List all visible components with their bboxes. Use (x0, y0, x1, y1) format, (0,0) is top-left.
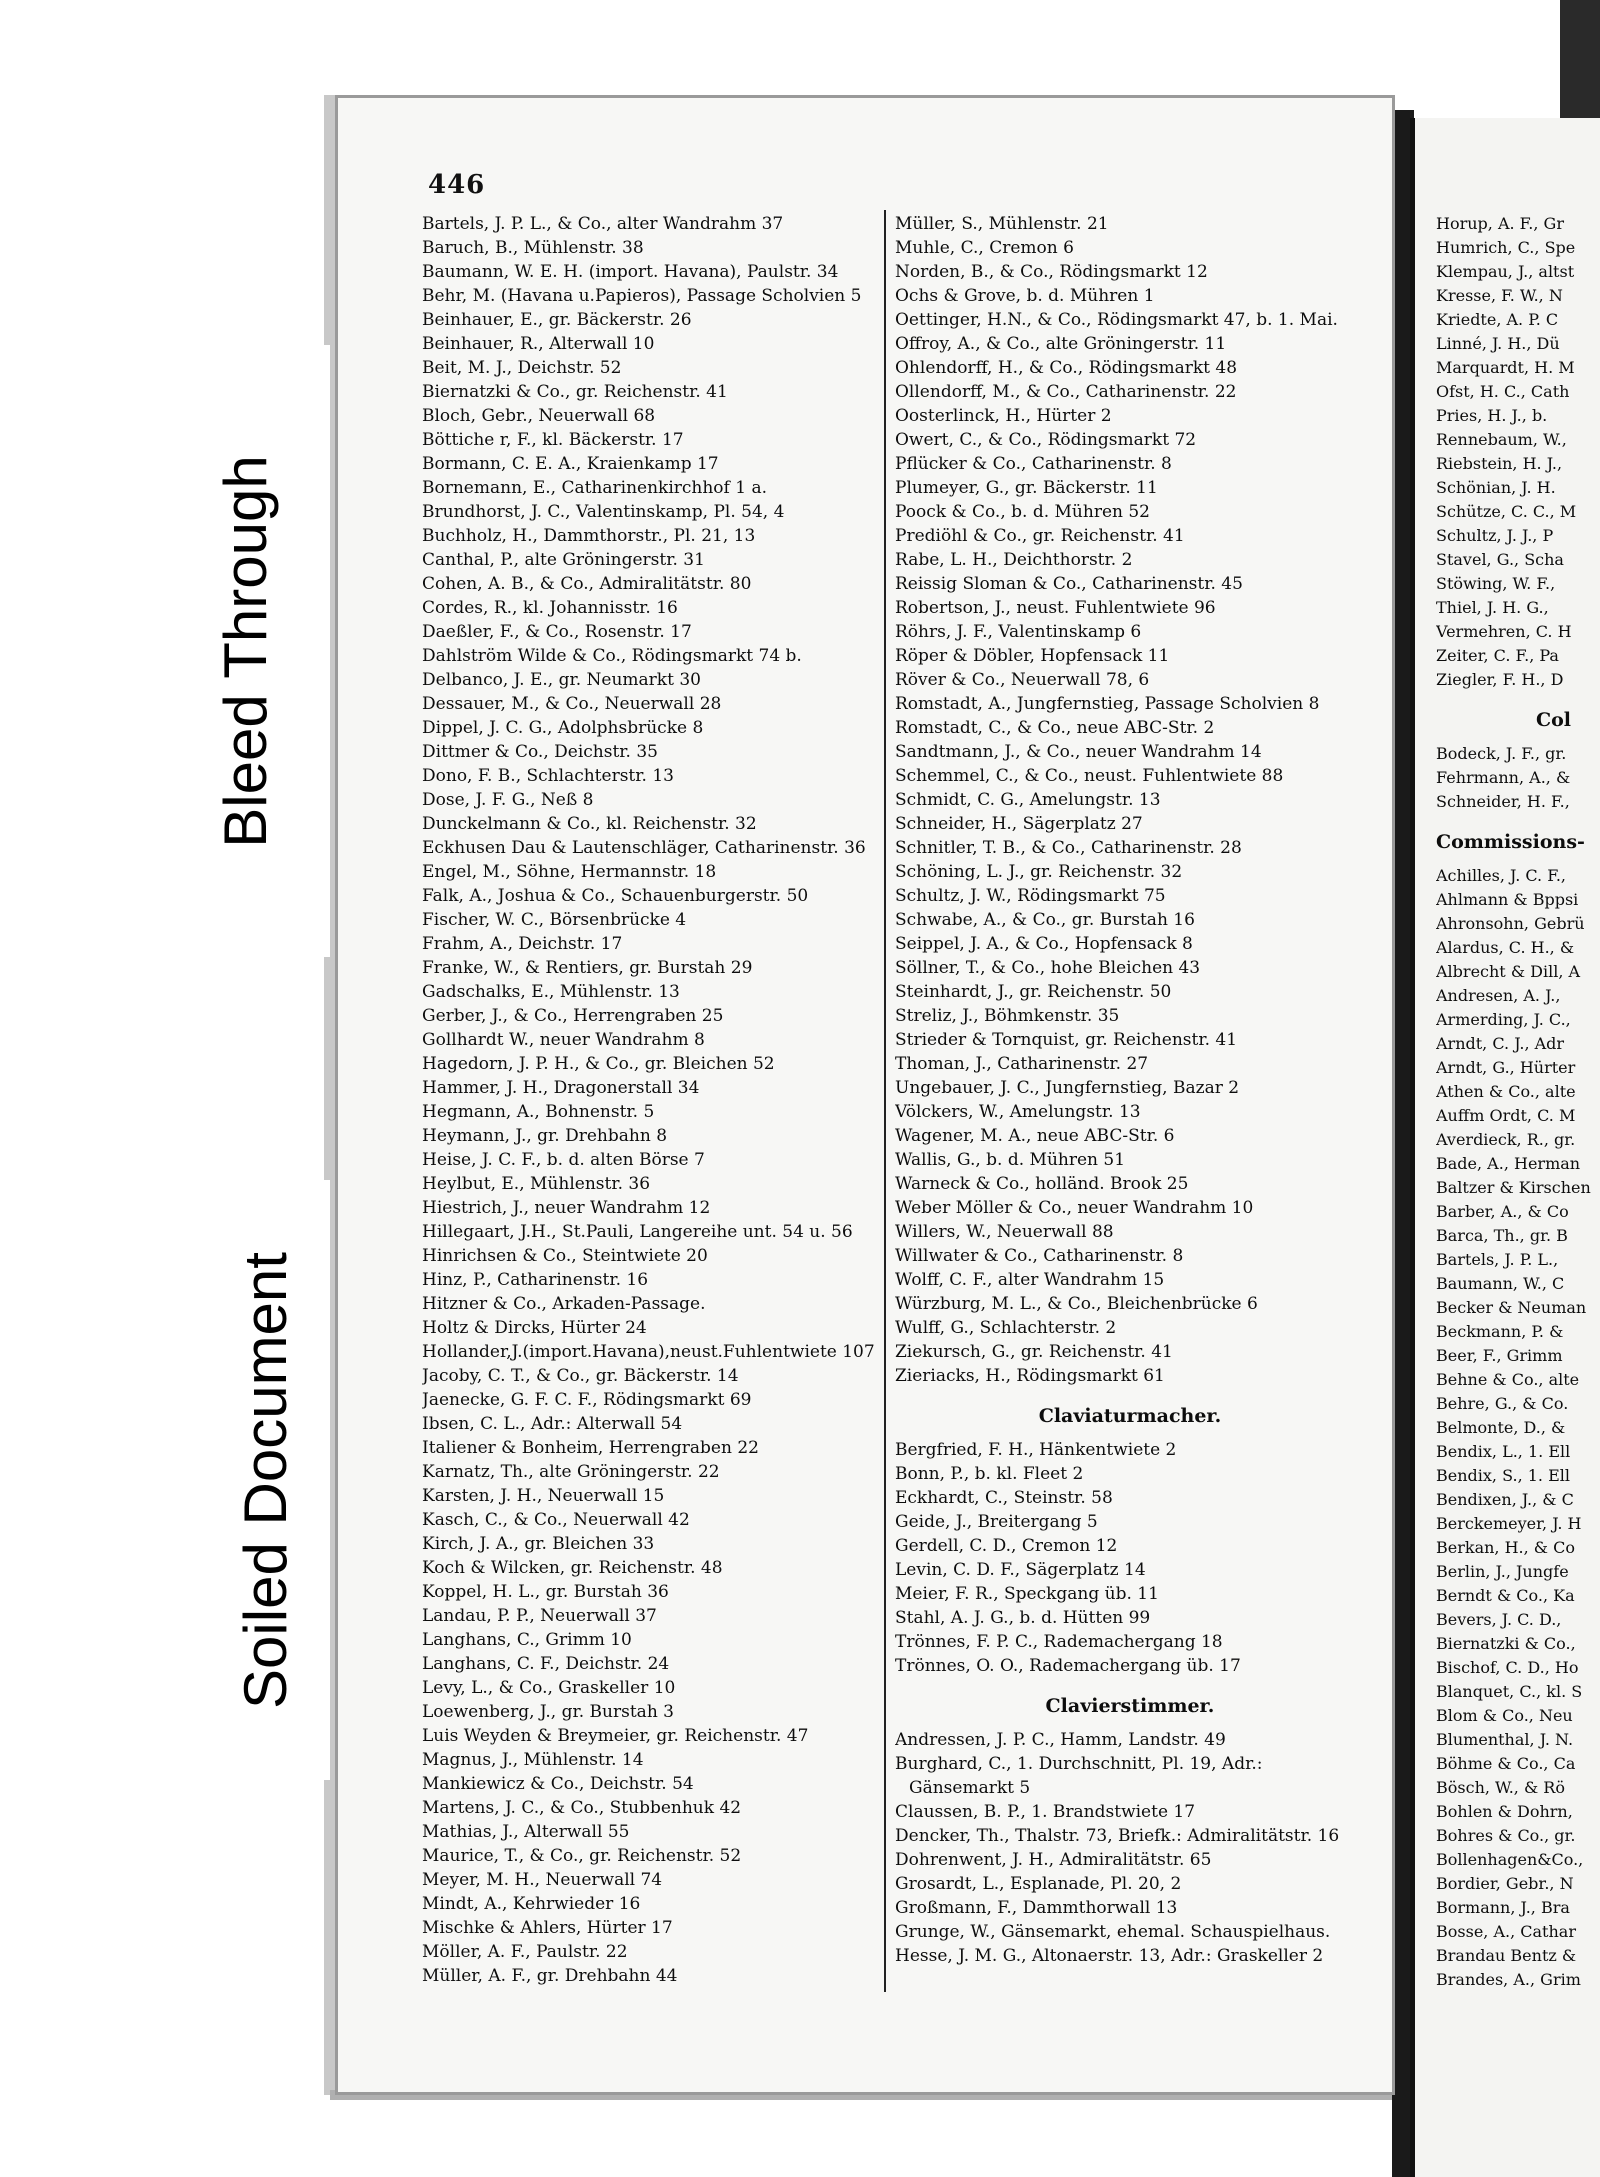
directory-entry-cut: Rennebaum, W., (1436, 430, 1567, 449)
directory-entry: Steinhardt, J., gr. Reichenstr. 50 (895, 982, 1172, 1002)
directory-entry: Franke, W., & Rentiers, gr. Burstah 29 (422, 958, 753, 978)
directory-entry: Luis Weyden & Breymeier, gr. Reichenstr. 47 (422, 1726, 809, 1746)
directory-entry: Strieder & Tornquist, gr. Reichenstr. 41 (895, 1030, 1238, 1050)
directory-entry: Ziekursch, G., gr. Reichenstr. 41 (895, 1342, 1173, 1362)
directory-entry-cut: Thiel, J. H. G., (1436, 598, 1549, 617)
directory-entry: Schöning, L. J., gr. Reichenstr. 32 (895, 862, 1183, 882)
directory-entry: Canthal, P., alte Gröningerstr. 31 (422, 550, 705, 570)
directory-entry: Möller, A. F., Paulstr. 22 (422, 1942, 628, 1962)
section-heading-clavierstimmer: Clavierstimmer. (1045, 1695, 1215, 1717)
directory-entry: Würzburg, M. L., & Co., Bleichenbrücke 6 (895, 1294, 1258, 1314)
directory-entry-cut: Bade, A., Herman (1436, 1154, 1581, 1173)
directory-entry-cut: Arndt, G., Hürter (1436, 1058, 1576, 1077)
directory-column-right (1436, 212, 1600, 1992)
directory-entry: Karnatz, Th., alte Gröningerstr. 22 (422, 1462, 720, 1482)
directory-entry-cut: Zeiter, C. F., Pa (1436, 646, 1559, 665)
directory-entry-cut: Ahlmann & Bppsi (1436, 890, 1579, 909)
directory-entry: Bloch, Gebr., Neuerwall 68 (422, 406, 656, 426)
directory-entry: Ungebauer, J. C., Jungfernstieg, Bazar 2 (895, 1078, 1240, 1098)
directory-entry: Gadschalks, E., Mühlenstr. 13 (422, 982, 680, 1002)
directory-entry: Hammer, J. H., Dragonerstall 34 (422, 1078, 700, 1098)
directory-entry: Rabe, L. H., Deichthorstr. 2 (895, 550, 1133, 570)
directory-entry: Heylbut, E., Mühlenstr. 36 (422, 1174, 651, 1194)
directory-entry: Bonn, P., b. kl. Fleet 2 (895, 1464, 1084, 1484)
directory-entry-cut: Bendix, L., 1. Ell (1436, 1442, 1571, 1461)
directory-entry-cut: Biernatzki & Co., (1436, 1634, 1576, 1653)
directory-entry: Pflücker & Co., Catharinenstr. 8 (895, 454, 1172, 474)
directory-entry-cut: Stöwing, W. F., (1436, 574, 1556, 593)
directory-entry-cut: Ahronsohn, Gebrü (1436, 914, 1585, 933)
directory-entry: Mischke & Ahlers, Hürter 17 (422, 1918, 673, 1938)
directory-entry: Trönnes, O. O., Rademachergang üb. 17 (895, 1656, 1241, 1676)
directory-entry: Gollhardt W., neuer Wandrahm 8 (422, 1030, 705, 1050)
directory-entry-cut: Athen & Co., alte (1436, 1082, 1576, 1101)
directory-entry: Bornemann, E., Catharinenkirchhof 1 a. (422, 478, 767, 498)
directory-entry-cut: Bosse, A., Cathar (1436, 1922, 1576, 1941)
directory-entry: Gänsemarkt 5 (909, 1778, 1031, 1798)
directory-entry: Langhans, C. F., Deichstr. 24 (422, 1654, 670, 1674)
directory-entry-cut: Bohlen & Dohrn, (1436, 1802, 1573, 1821)
directory-entry-cut: Armerding, J. C., (1436, 1010, 1571, 1029)
directory-entry: Ohlendorff, H., & Co., Rödingsmarkt 48 (895, 358, 1238, 378)
directory-entry-cut: Bischof, C. D., Ho (1436, 1658, 1579, 1677)
directory-entry-cut: Berndt & Co., Ka (1436, 1586, 1575, 1605)
directory-entry: Hiestrich, J., neuer Wandrahm 12 (422, 1198, 711, 1218)
column-divider (884, 210, 886, 1992)
directory-entry-cut: Belmonte, D., & (1436, 1418, 1566, 1437)
directory-entry-cut: Blom & Co., Neu (1436, 1706, 1573, 1725)
directory-entry-cut: Andresen, A. J., (1436, 986, 1561, 1005)
directory-entry: Cordes, R., kl. Johannisstr. 16 (422, 598, 678, 618)
directory-entry: Weber Möller & Co., neuer Wandrahm 10 (895, 1198, 1254, 1218)
directory-entry: Hinz, P., Catharinenstr. 16 (422, 1270, 649, 1290)
directory-entry-cut: Klempau, J., altst (1436, 262, 1575, 281)
overlay-label-bleed-through (160, 345, 330, 957)
directory-entry: Dose, J. F. G., Neß 8 (422, 790, 594, 810)
directory-entry: Andressen, J. P. C., Hamm, Landstr. 49 (895, 1730, 1226, 1750)
directory-entry: Maurice, T., & Co., gr. Reichenstr. 52 (422, 1846, 742, 1866)
directory-entry: Romstadt, C., & Co., neue ABC-Str. 2 (895, 718, 1215, 738)
directory-entry-cut: Humrich, C., Spe (1436, 238, 1576, 257)
directory-entry: Hesse, J. M. G., Altonaerstr. 13, Adr.: Graskeller 2 (895, 1946, 1324, 1966)
directory-entry-cut: Baltzer & Kirschen (1436, 1178, 1591, 1197)
directory-entry: Ibsen, C. L., Adr.: Alterwall 54 (422, 1414, 683, 1434)
directory-entry: Levin, C. D. F., Sägerplatz 14 (895, 1560, 1146, 1580)
directory-entry: Kirch, J. A., gr. Bleichen 33 (422, 1534, 655, 1554)
directory-entry: Engel, M., Söhne, Hermannstr. 18 (422, 862, 717, 882)
directory-entry: Hillegaart, J.H., St.Pauli, Langereihe unt. 54 u. 56 (422, 1222, 853, 1242)
directory-entry: Baumann, W. E. H. (import. Havana), Paulstr. 34 (422, 262, 839, 282)
directory-entry: Söllner, T., & Co., hohe Bleichen 43 (895, 958, 1201, 978)
directory-entry: Owert, C., & Co., Rödingsmarkt 72 (895, 430, 1197, 450)
directory-entry-cut: Kriedte, A. P. C (1436, 310, 1559, 329)
directory-entry-cut: Horup, A. F., Gr (1436, 214, 1564, 233)
directory-entry: Bormann, C. E. A., Kraienkamp 17 (422, 454, 719, 474)
directory-entry-cut: Ofst, H. C., Cath (1436, 382, 1570, 401)
directory-entry-cut: Bendixen, J., & C (1436, 1490, 1574, 1509)
directory-entry-cut: Linné, J. H., Dü (1436, 334, 1560, 353)
directory-entry-cut: Schönian, J. H. (1436, 478, 1556, 497)
directory-entry: Reissig Sloman & Co., Catharinenstr. 45 (895, 574, 1243, 594)
directory-entry: Müller, S., Mühlenstr. 21 (895, 214, 1109, 234)
directory-entry: Eckhusen Dau & Lautenschläger, Catharinenstr. 36 (422, 838, 866, 858)
directory-entry: Warneck & Co., holländ. Brook 25 (895, 1174, 1189, 1194)
directory-entry: Zieriacks, H., Rödingsmarkt 61 (895, 1366, 1165, 1386)
directory-entry-cut: Behre, G., & Co. (1436, 1394, 1569, 1413)
directory-entry-cut: Barca, Th., gr. B (1436, 1226, 1568, 1245)
directory-entry: Dencker, Th., Thalstr. 73, Briefk.: Admiralitätstr. 16 (895, 1826, 1340, 1846)
directory-entry-cut: Bodeck, J. F., gr. (1436, 744, 1567, 763)
section-heading-commissions: Commissions- (1436, 831, 1585, 853)
directory-entry: Dohrenwent, J. H., Admiralitätstr. 65 (895, 1850, 1212, 1870)
section-heading-col: Col (1536, 709, 1572, 731)
directory-entry-cut: Bollenhagen&Co., (1436, 1850, 1584, 1869)
directory-entry-cut: Bösch, W., & Rö (1436, 1778, 1565, 1797)
directory-entry: Koppel, H. L., gr. Burstah 36 (422, 1582, 669, 1602)
directory-entry: Seippel, J. A., & Co., Hopfensack 8 (895, 934, 1193, 954)
directory-entry-cut: Achilles, J. C. F., (1436, 866, 1566, 885)
directory-entry: Schwabe, A., & Co., gr. Burstah 16 (895, 910, 1195, 930)
directory-entry-cut: Schütze, C. C., M (1436, 502, 1577, 521)
directory-entry: Bartels, J. P. L., & Co., alter Wandrahm 37 (422, 214, 784, 234)
directory-entry: Holtz & Dircks, Hürter 24 (422, 1318, 647, 1338)
directory-entry: Dahlström Wilde & Co., Rödingsmarkt 74 b. (422, 646, 802, 666)
overlay-label-soiled-document-text: Soiled Document (231, 1251, 299, 1709)
directory-entry: Langhans, C., Grimm 10 (422, 1630, 632, 1650)
directory-entry: Röper & Döbler, Hopfensack 11 (895, 646, 1170, 666)
directory-entry: Martens, J. C., & Co., Stubbenhuk 42 (422, 1798, 742, 1818)
directory-entry-cut: Berkan, H., & Co (1436, 1538, 1575, 1557)
directory-entry: Müller, A. F., gr. Drehbahn 44 (422, 1966, 678, 1986)
directory-entry: Großmann, F., Dammthorwall 13 (895, 1898, 1178, 1918)
directory-entry-cut: Auffm Ordt, C. M (1436, 1106, 1576, 1125)
directory-entry-cut: Böhme & Co., Ca (1436, 1754, 1576, 1773)
directory-entry: Delbanco, J. E., gr. Neumarkt 30 (422, 670, 701, 690)
directory-entry: Grosardt, L., Esplanade, Pl. 20, 2 (895, 1874, 1182, 1894)
directory-entry: Oettinger, H.N., & Co., Rödingsmarkt 47, b. 1. Mai. (895, 310, 1338, 330)
directory-entry: Oosterlinck, H., Hürter 2 (895, 406, 1112, 426)
directory-entry: Robertson, J., neust. Fuhlentwiete 96 (895, 598, 1216, 618)
directory-entry-cut: Beer, F., Grimm (1436, 1346, 1563, 1365)
directory-entry: Beinhauer, R., Alterwall 10 (422, 334, 655, 354)
directory-entry-cut: Blumenthal, J. N. (1436, 1730, 1574, 1749)
directory-entry: Magnus, J., Mühlenstr. 14 (422, 1750, 644, 1770)
directory-entry: Röhrs, J. F., Valentinskamp 6 (895, 622, 1142, 642)
directory-entry: Loewenberg, J., gr. Burstah 3 (422, 1702, 674, 1722)
directory-entry: Landau, P. P., Neuerwall 37 (422, 1606, 657, 1626)
directory-entry: Trönnes, F. P. C., Rademachergang 18 (895, 1632, 1223, 1652)
directory-entry: Offroy, A., & Co., alte Gröningerstr. 11 (895, 334, 1227, 354)
directory-entry: Schneider, H., Sägerplatz 27 (895, 814, 1143, 834)
directory-entry: Dittmer & Co., Deichstr. 35 (422, 742, 658, 762)
directory-entry: Kasch, C., & Co., Neuerwall 42 (422, 1510, 690, 1530)
directory-entry: Cohen, A. B., & Co., Admiralitätstr. 80 (422, 574, 752, 594)
directory-entry: Heymann, J., gr. Drehbahn 8 (422, 1126, 668, 1146)
directory-entry: Norden, B., & Co., Rödingsmarkt 12 (895, 262, 1208, 282)
directory-entry: Stahl, A. J. G., b. d. Hütten 99 (895, 1608, 1151, 1628)
directory-entry: Meyer, M. H., Neuerwall 74 (422, 1870, 663, 1890)
directory-entry-cut: Bohres & Co., gr. (1436, 1826, 1576, 1845)
directory-entry-cut: Arndt, C. J., Adr (1436, 1034, 1565, 1053)
directory-entry-cut: Bartels, J. P. L., (1436, 1250, 1559, 1269)
directory-entry: Ollendorff, M., & Co., Catharinenstr. 22 (895, 382, 1237, 402)
directory-entry-cut: Blanquet, C., kl. S (1436, 1682, 1583, 1701)
directory-entry: Biernatzki & Co., gr. Reichenstr. 41 (422, 382, 728, 402)
directory-entry-cut: Berlin, J., Jungfe (1436, 1562, 1569, 1581)
directory-entry-cut: Kresse, F. W., N (1436, 286, 1563, 305)
directory-entry: Mathias, J., Alterwall 55 (422, 1822, 630, 1842)
directory-entry: Claussen, B. P., 1. Brandstwiete 17 (895, 1802, 1196, 1822)
directory-entry-cut: Stavel, G., Scha (1436, 550, 1564, 569)
directory-entry-cut: Schneider, H. F., (1436, 792, 1570, 811)
directory-entry-cut: Brandes, A., Grim (1436, 1970, 1581, 1989)
directory-entry: Hitzner & Co., Arkaden-Passage. (422, 1294, 706, 1314)
directory-entry: Beit, M. J., Deichstr. 52 (422, 358, 622, 378)
directory-entry: Wagener, M. A., neue ABC-Str. 6 (895, 1126, 1175, 1146)
directory-entry: Schultz, J. W., Rödingsmarkt 75 (895, 886, 1166, 906)
directory-entry-cut: Becker & Neuman (1436, 1298, 1587, 1317)
directory-entry: Koch & Wilcken, gr. Reichenstr. 48 (422, 1558, 723, 1578)
directory-entry: Jacoby, C. T., & Co., gr. Bäckerstr. 14 (422, 1366, 739, 1386)
directory-entry-cut: Marquardt, H. M (1436, 358, 1575, 377)
directory-entry-cut: Alardus, C. H., & (1436, 938, 1575, 957)
directory-entry: Jaenecke, G. F. C. F., Rödingsmarkt 69 (422, 1390, 752, 1410)
directory-entry: Streliz, J., Böhmkenstr. 35 (895, 1006, 1120, 1026)
directory-entry: Mindt, A., Kehrwieder 16 (422, 1894, 641, 1914)
directory-entry: Gerdell, C. D., Cremon 12 (895, 1536, 1118, 1556)
directory-entry: Schnitler, T. B., & Co., Catharinenstr. 28 (895, 838, 1242, 858)
directory-entry: Hollander,J.(import.Havana),neust.Fuhlentwiete 107 (422, 1342, 875, 1362)
directory-entry: Eckhardt, C., Steinstr. 58 (895, 1488, 1113, 1508)
directory-entry: Röver & Co., Neuerwall 78, 6 (895, 670, 1150, 690)
directory-entry-cut: Baumann, W., C (1436, 1274, 1565, 1293)
directory-entry: Frahm, A., Deichstr. 17 (422, 934, 623, 954)
directory-entry-cut: Averdieck, R., gr. (1436, 1130, 1576, 1149)
directory-entry-cut: Ziegler, F. H., D (1436, 670, 1564, 689)
directory-entry-cut: Berckemeyer, J. H (1436, 1514, 1582, 1533)
directory-entry-cut: Albrecht & Dill, A (1436, 962, 1581, 981)
directory-entry: Dippel, J. C. G., Adolphsbrücke 8 (422, 718, 704, 738)
directory-entry: Wolff, C. F., alter Wandrahm 15 (895, 1270, 1165, 1290)
right-page-strip (1560, 0, 1600, 118)
directory-entry-cut: Brandau Bentz & (1436, 1946, 1577, 1965)
overlay-label-soiled-document (200, 1180, 330, 1780)
directory-entry: Heise, J. C. F., b. d. alten Börse 7 (422, 1150, 705, 1170)
directory-entry: Ochs & Grove, b. d. Mühren 1 (895, 286, 1155, 306)
directory-entry: Wallis, G., b. d. Mühren 51 (895, 1150, 1126, 1170)
directory-entry: Meier, F. R., Speckgang üb. 11 (895, 1584, 1159, 1604)
directory-entry: Baruch, B., Mühlenstr. 38 (422, 238, 644, 258)
directory-entry: Hagedorn, J. P. H., & Co., gr. Bleichen 52 (422, 1054, 775, 1074)
directory-entry: Buchholz, H., Dammthorstr., Pl. 21, 13 (422, 526, 756, 546)
directory-entry: Dessauer, M., & Co., Neuerwall 28 (422, 694, 722, 714)
directory-entry: Willers, W., Neuerwall 88 (895, 1222, 1114, 1242)
directory-entry-cut: Pries, H. J., b. (1436, 406, 1548, 425)
directory-entry: Thoman, J., Catharinenstr. 27 (895, 1054, 1149, 1074)
directory-entry: Grunge, W., Gänsemarkt, ehemal. Schauspielhaus. (895, 1922, 1331, 1942)
directory-entry: Prediöhl & Co., gr. Reichenstr. 41 (895, 526, 1185, 546)
directory-entry: Fischer, W. C., Börsenbrücke 4 (422, 910, 687, 930)
directory-entry-cut: Bevers, J. C. D., (1436, 1610, 1562, 1629)
directory-entry-cut: Riebstein, H. J., (1436, 454, 1563, 473)
directory-entry: Bergfried, F. H., Hänkentwiete 2 (895, 1440, 1177, 1460)
directory-entry: Mankiewicz & Co., Deichstr. 54 (422, 1774, 694, 1794)
directory-entry-cut: Schultz, J. J., P (1436, 526, 1554, 545)
directory-entry: Sandtmann, J., & Co., neuer Wandrahm 14 (895, 742, 1262, 762)
directory-entry: Hinrichsen & Co., Steintwiete 20 (422, 1246, 708, 1266)
directory-entry: Levy, L., & Co., Graskeller 10 (422, 1678, 676, 1698)
directory-entry-cut: Fehrmann, A., & (1436, 768, 1571, 787)
overlay-label-bleed-through-text: Bleed Through (211, 454, 279, 848)
directory-entry-cut: Vermehren, C. H (1436, 622, 1572, 641)
directory-entry: Burghard, C., 1. Durchschnitt, Pl. 19, Adr.: (895, 1754, 1263, 1774)
directory-entry: Brundhorst, J. C., Valentinskamp, Pl. 54, 4 (422, 502, 785, 522)
directory-entry-cut: Beckmann, P. & (1436, 1322, 1564, 1341)
directory-entry: Romstadt, A., Jungfernstieg, Passage Scholvien 8 (895, 694, 1320, 714)
directory-entry-cut: Bendix, S., 1. Ell (1436, 1466, 1570, 1485)
directory-entry-cut: Barber, A., & Co (1436, 1202, 1569, 1221)
directory-entry: Daeßler, F., & Co., Rosenstr. 17 (422, 622, 692, 642)
directory-entry: Italiener & Bonheim, Herrengraben 22 (422, 1438, 759, 1458)
directory-entry-cut: Behne & Co., alte (1436, 1370, 1580, 1389)
directory-entry: Muhle, C., Cremon 6 (895, 238, 1074, 258)
directory-entry: Schemmel, C., & Co., neust. Fuhlentwiete 88 (895, 766, 1284, 786)
directory-entry: Plumeyer, G., gr. Bäckerstr. 11 (895, 478, 1158, 498)
directory-column-middle (895, 212, 1365, 1968)
directory-entry: Karsten, J. H., Neuerwall 15 (422, 1486, 665, 1506)
directory-entry-cut: Bormann, J., Bra (1436, 1898, 1570, 1917)
directory-entry: Behr, M. (Havana u.Papieros), Passage Scholvien 5 (422, 286, 862, 306)
section-heading-claviaturmacher: Claviaturmacher. (1038, 1405, 1222, 1427)
directory-entry: Falk, A., Joshua & Co., Schauenburgerstr. 50 (422, 886, 809, 906)
directory-entry-cut: Bordier, Gebr., N (1436, 1874, 1574, 1893)
directory-entry: Dunckelmann & Co., kl. Reichenstr. 32 (422, 814, 757, 834)
directory-entry: Willwater & Co., Catharinenstr. 8 (895, 1246, 1184, 1266)
directory-entry: Böttiche r, F., kl. Bäckerstr. 17 (422, 430, 684, 450)
directory-entry: Hegmann, A., Bohnenstr. 5 (422, 1102, 655, 1122)
directory-entry: Beinhauer, E., gr. Bäckerstr. 26 (422, 310, 692, 330)
directory-entry: Geide, J., Breitergang 5 (895, 1512, 1098, 1532)
directory-column-left (422, 212, 892, 1988)
page-number: 446 (428, 170, 486, 200)
directory-entry: Schmidt, C. G., Amelungstr. 13 (895, 790, 1161, 810)
directory-entry: Wulff, G., Schlachterstr. 2 (895, 1318, 1117, 1338)
directory-entry: Poock & Co., b. d. Mühren 52 (895, 502, 1150, 522)
directory-entry: Völckers, W., Amelungstr. 13 (895, 1102, 1141, 1122)
directory-entry: Dono, F. B., Schlachterstr. 13 (422, 766, 674, 786)
directory-entry: Gerber, J., & Co., Herrengraben 25 (422, 1006, 724, 1026)
